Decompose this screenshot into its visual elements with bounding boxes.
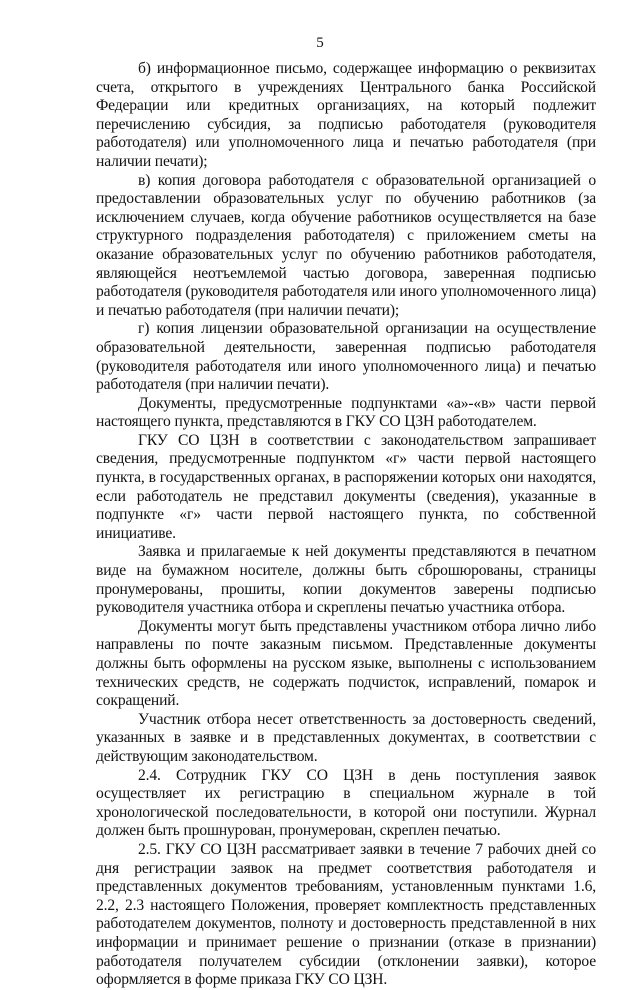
paragraph-item-b: б) информационное письмо, содержащее информацию о реквизитах счета, открытого в учреждениях Центрального банка Российской Федерации или кредитных организациях, на который подлежит перечислению субсидия, за подписью работодателя (руководителя работодателя) или уполномоченного лица и печатью работодателя (при наличии печати); <box>96 60 596 170</box>
paragraph-submission-method: Документы могут быть представлены участником отбора лично либо направлены по почте заказным письмом. Представленные документы должны быть оформлены на русском языке, выполнены с использованием технических средств, не содержать подчисток, исправлений, помарок и сокращений. <box>96 617 596 710</box>
paragraph-documents-submitted: Документы, предусмотренные подпунктами «а»-«в» части первой настоящего пункта, представляются в ГКУ СО ЦЗН работодателем. <box>96 394 596 431</box>
paragraph-item-v: в) копия договора работодателя с образовательной организацией о предоставлении образовательных услуг по обучению работников (за исключением случаев, когда обучение работников осуществляется на базе структурного подразделения работодателя) с приложением сметы на оказание образовательных услуг по обучению работников работодателя, являющейся неотъемлемой частью договора, заверенная подписью работодателя (руководителя работодателя или иного уполномоченного лица) и печатью работодателя (при наличии печати); <box>96 171 596 319</box>
document-body <box>96 60 596 990</box>
paragraph-section-2-5: 2.5. ГКУ СО ЦЗН рассматривает заявки в течение 7 рабочих дней со дня регистрации заявок на предмет соответствия работодателя и представленных документов требованиям, установленным пунктами 1.6, 2.2, 2.3 настоящего Положения, проверяет комплектность представленных работодателем документов, полноту и достоверность представленной в них информации и принимает решение о признании (отказе в признании) работодателя получателем субсидии (отклонении заявки), которое оформляется в форме приказа ГКУ СО ЦЗН. <box>96 840 596 989</box>
paragraph-application-format: Заявка и прилагаемые к ней документы представляются в печатном виде на бумажном носителе, должны быть сброшюрованы, страницы пронумерованы, прошиты, копии документов заверены подписью руководителя участника отбора и скреплены печатью участника отбора. <box>96 543 596 617</box>
paragraph-interagency-request: ГКУ СО ЦЗН в соответствии с законодательством запрашивает сведения, предусмотренные подпунктом «г» части первой настоящего пункта, в государственных органах, в распоряжении которых они находятся, если работодатель не представил документы (сведения), указанные в подпункте «г» части первой настоящего пункта, по собственной инициативе. <box>96 431 596 542</box>
paragraph-section-2-4: 2.4. Сотрудник ГКУ СО ЦЗН в день поступления заявок осуществляет их регистрацию в специальном журнале в той хронологической последовательности, в которой они поступили. Журнал должен быть прошнурован, пронумерован, скреплен печатью. <box>96 766 596 840</box>
page-number: 5 <box>316 35 324 51</box>
paragraph-responsibility: Участник отбора несет ответственность за достоверность сведений, указанных в заявке и в представленных документах, в соответствии с действующим законодательством. <box>96 710 596 765</box>
paragraph-item-g: г) копия лицензии образовательной организации на осуществление образовательной деятельности, заверенная подписью работодателя (руководителя работодателя или иного уполномоченного лица) и печатью работодателя (при наличии печати). <box>96 320 596 394</box>
